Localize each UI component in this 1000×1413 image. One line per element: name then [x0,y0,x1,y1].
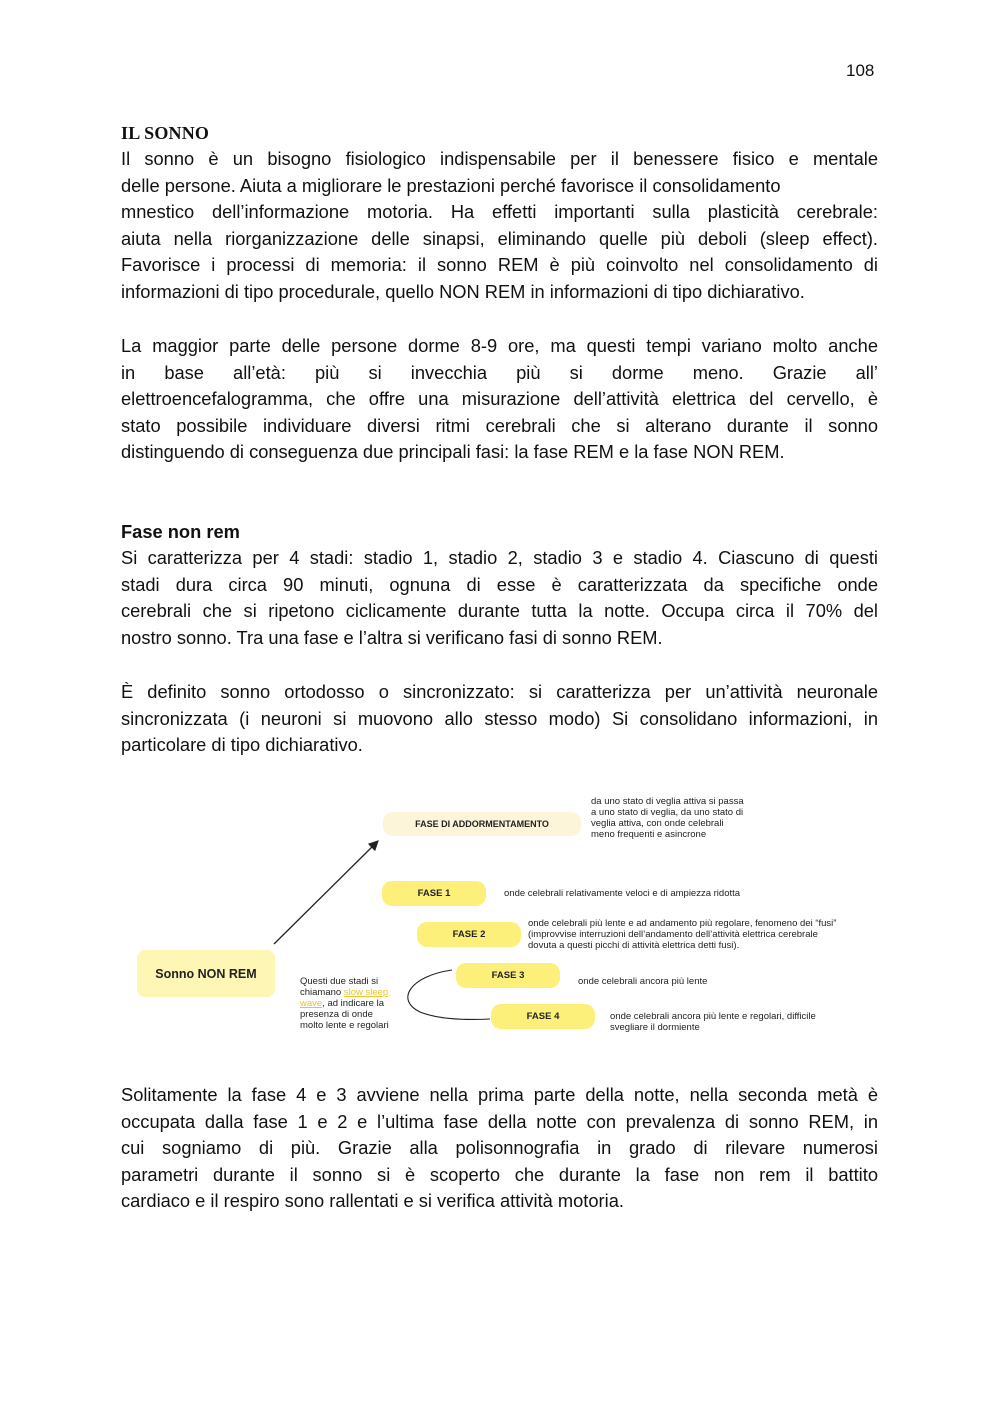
text-line: mnestico dell’informazione motoria. Ha effetti importanti sulla plasticità cerebrale: [121,201,878,223]
note-addormentamento [591,796,744,840]
section-title: IL SONNO [121,123,210,143]
text-line: delle persone. Aiuta a migliorare le prestazioni perché favorisce il consolidamento [121,174,781,196]
text-line: nostro sonno. Tra una fase e l’altra si verificano fasi di sonno REM. [121,626,663,648]
text-line: Solitamente la fase 4 e 3 avviene nella prima parte della notte, nella seconda metà è [121,1084,878,1105]
note-line: presenza di onde [300,1009,373,1020]
note-fase-3 [578,976,707,987]
note-fase-2 [528,918,836,951]
highlight-term: wave [300,998,323,1009]
text-line: cardiaco e il respiro sono rallentati e si verifica attività motoria. [121,1190,624,1212]
note-fragment: chiamano [300,987,344,998]
note-line: onde celebrali ancora più lente e regolari, difficile [610,1011,816,1022]
note-line: meno frequenti e asincrone [591,829,707,840]
text-line: cerebrali che si ripetono ciclicamente durante tutta la notte. Occupa circa il 70% del [121,600,878,622]
note-line: da uno stato di veglia attiva si passa [591,796,744,807]
note-line: svegliare il dormiente [610,1022,700,1033]
arrow-to-addormentamento [274,842,377,944]
note-line: onde celebrali ancora più lente [578,976,708,987]
text-line: La maggior parte delle persone dorme 8-9 ore, ma questi tempi variano molto anche [121,335,878,356]
text-line: elettroencefalogramma, che offre una misurazione dell’attività elettrica del cervello, è [121,388,878,410]
note-fase-4 [610,1011,816,1033]
paragraph-2 [121,333,878,466]
text-line: informazioni di tipo procedurale, quello NON REM in informazioni di tipo dichiarativo. [121,280,805,302]
text-line: stato possibile individuare diversi ritmi cerebrali che si alterano durante il sonno [121,414,878,436]
note-line: Questi due stadi si [300,976,379,987]
paragraph-4 [121,679,878,759]
text-line: sincronizzata (i neuroni si muovono allo stesso modo) Si consolidano informazioni, in [121,707,878,729]
note-line: (improvvise interruzioni dell’andamento dell’attività elettrica cerebrale [528,929,818,940]
text-line: occupata dalla fase 1 e 2 e l’ultima fase della notte con prevalenza di sonno REM, in [121,1110,878,1132]
text-line: aiuta nella riorganizzazione delle sinapsi, eliminando quelle più deboli (sleep effect). [121,227,878,249]
text-line: Si caratterizza per 4 stadi: stadio 1, stadio 2, stadio 3 e stadio 4. Ciascuno di questi [121,547,878,568]
note-fragment: , ad indicare la [322,998,384,1009]
page-number: 108 [846,61,875,80]
node-fase-addormentamento: FASE DI ADDORMENTAMENTO [383,812,581,836]
text-line: Favorisce i processi di memoria: il sonno REM è più coinvolto nel consolidamento di [121,254,878,276]
note-line: molto lente e regolari [300,1020,389,1031]
note-line: onde celebrali più lente e ad andamento più regolare, fenomeno dei “fusi” [528,918,837,929]
paragraph-5 [121,1082,878,1215]
note-fase-1 [504,888,740,899]
text-line: parametri durante il sonno si è scoperto che durante la fase non rem il battito [121,1163,878,1185]
node-fase-2: FASE 2 [417,922,521,947]
text-line: distinguendo di conseguenza due principali fasi: la fase REM e la fase NON REM. [121,441,785,463]
text-line: in base all’età: più si invecchia più si dorme meno. Grazie all’ [121,361,878,383]
node-fase-1: FASE 1 [382,881,486,906]
text-line: È definito sonno ortodosso o sincronizzato: si caratterizza per un’attività neuronale [121,681,878,702]
intro-paragraph [121,146,878,306]
note-line: onde celebrali relativamente veloci e di ampiezza ridotta [504,888,741,899]
text-line: stadi dura circa 90 minuti, ognuna di esse è caratterizzata da specifiche onde [121,573,878,595]
text-line: particolare di tipo dichiarativo. [121,734,363,756]
subheading: Fase non rem [121,521,240,542]
text-line: Il sonno è un bisogno fisiologico indispensabile per il benessere fisico e mentale [121,148,878,169]
note-line: veglia attiva, con onde celebrali [591,818,724,829]
paragraph-3 [121,545,878,651]
node-fase-3: FASE 3 [456,963,560,988]
highlight-term: slow sleep [343,987,389,998]
node-fase-4: FASE 4 [491,1004,595,1029]
text-line: cui sogniamo di più. Grazie alla polisonnografia in grado di rilevare numerosi [121,1137,878,1159]
note-line: a uno stato di veglia, da uno stato di [591,807,744,818]
root-node-sonno-non-rem: Sonno NON REM [137,950,275,997]
bracket-note [300,976,389,1031]
note-line: dovuta a questi picchi di attività elettrica detti fusi). [528,940,740,951]
